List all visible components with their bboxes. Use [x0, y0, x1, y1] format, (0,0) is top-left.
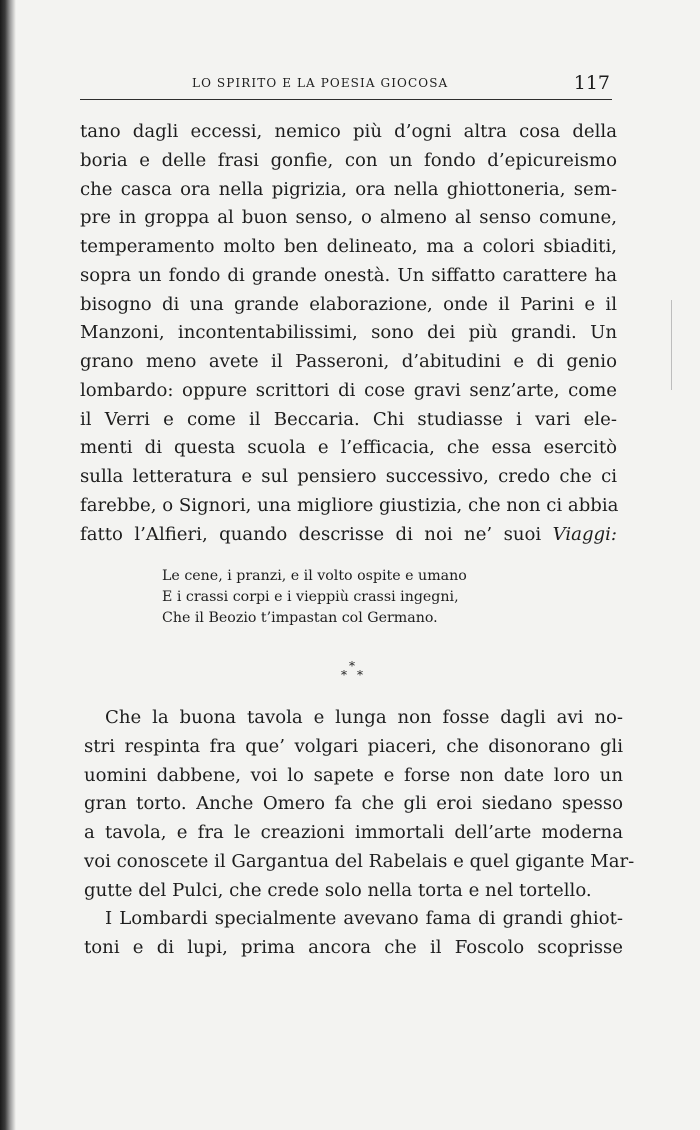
running-head: LO SPIRITO E LA POESIA GIOCOSA [192, 76, 449, 90]
verse-line: Che il Beozio t’impastan col Germano. [162, 610, 438, 626]
asterisk: * [349, 659, 355, 673]
text-line-last [80, 521, 617, 550]
text-line: Che la buona tavola e lunga non fosse dagli avi no- [105, 707, 623, 728]
margin-mark [671, 300, 672, 390]
text-line: voi conoscete il Gargantua del Rabelais e quel gigante Mar- [84, 850, 635, 872]
asterisk: * [341, 668, 347, 682]
text-line: tano dagli eccessi, nemico più d’ogni altra cosa della [80, 121, 617, 142]
asterisk: * [357, 668, 363, 682]
text-line: gran torto. Anche Omero fa che gli eroi siedano spesso [84, 793, 623, 815]
text-line: farebbe, o Signori, una migliore giustizia, che non ci abbia [80, 494, 619, 516]
verse-line: Le cene, i pranzi, e il volto ospite e umano [162, 568, 467, 584]
text-line: gutte del Pulci, che crede solo nella torta e nel tortello. [84, 879, 592, 901]
paragraph-1 [80, 118, 617, 549]
text-line: stri respinta fra que’ volgari piaceri, che disonorano gli [84, 735, 623, 757]
text-line: sopra un fondo di grande onestà. Un siffatto carattere ha [80, 264, 617, 286]
verse-quote [162, 566, 542, 629]
text-line: boria e delle frasi gonfie, con un fondo d’epicureismo [80, 149, 617, 171]
header-rule [80, 99, 612, 100]
paragraph-2 [84, 704, 635, 963]
text-line: temperamento molto ben delineato, ma a colori sbiaditi, [80, 236, 617, 257]
page-header [80, 72, 612, 106]
text-line: menti di questa scuola e l’efficacia, che essa esercitò [80, 437, 617, 459]
verse-line: E i crassi corpi e i vieppiù crassi ingegni, [162, 589, 459, 605]
text-line: Manzoni, incontentabilissimi, sono dei più grandi. Un [80, 322, 617, 344]
text-line: che casca ora nella pigrizia, ora nella ghiottoneria, sem- [80, 178, 617, 200]
text-line: I Lombardi specialmente avevano fama di grandi ghiot- [105, 908, 623, 930]
page-number: 117 [573, 72, 610, 94]
text-line-prefix: fatto l’Alfieri, quando descrisse di noi ne’ suoi [80, 523, 542, 545]
text-line: toni e di lupi, prima ancora che il Foscolo scoprisse [84, 937, 623, 958]
text-line: grano meno avete il Passeroni, d’abitudini e di genio [80, 351, 617, 372]
italic-title: Viaggi: [552, 523, 617, 545]
book-gutter-shadow [0, 0, 16, 1130]
text-line: lombardo: oppure scrittori di cose gravi senz’arte, come [80, 379, 617, 401]
section-separator [338, 660, 370, 690]
text-line: sulla letteratura e sul pensiero successivo, credo che ci [80, 466, 617, 487]
text-line: a tavola, e fra le creazioni immortali dell’arte moderna [84, 822, 623, 843]
text-line: uomini dabbene, voi lo sapete e forse non date loro un [84, 764, 623, 786]
text-line: bisogno di una grande elaborazione, onde il Parini e il [80, 293, 617, 315]
text-line: pre in groppa al buon senso, o almeno al senso comune, [80, 207, 617, 229]
text-line: il Verri e come il Beccaria. Chi studiasse i vari ele- [80, 408, 617, 430]
